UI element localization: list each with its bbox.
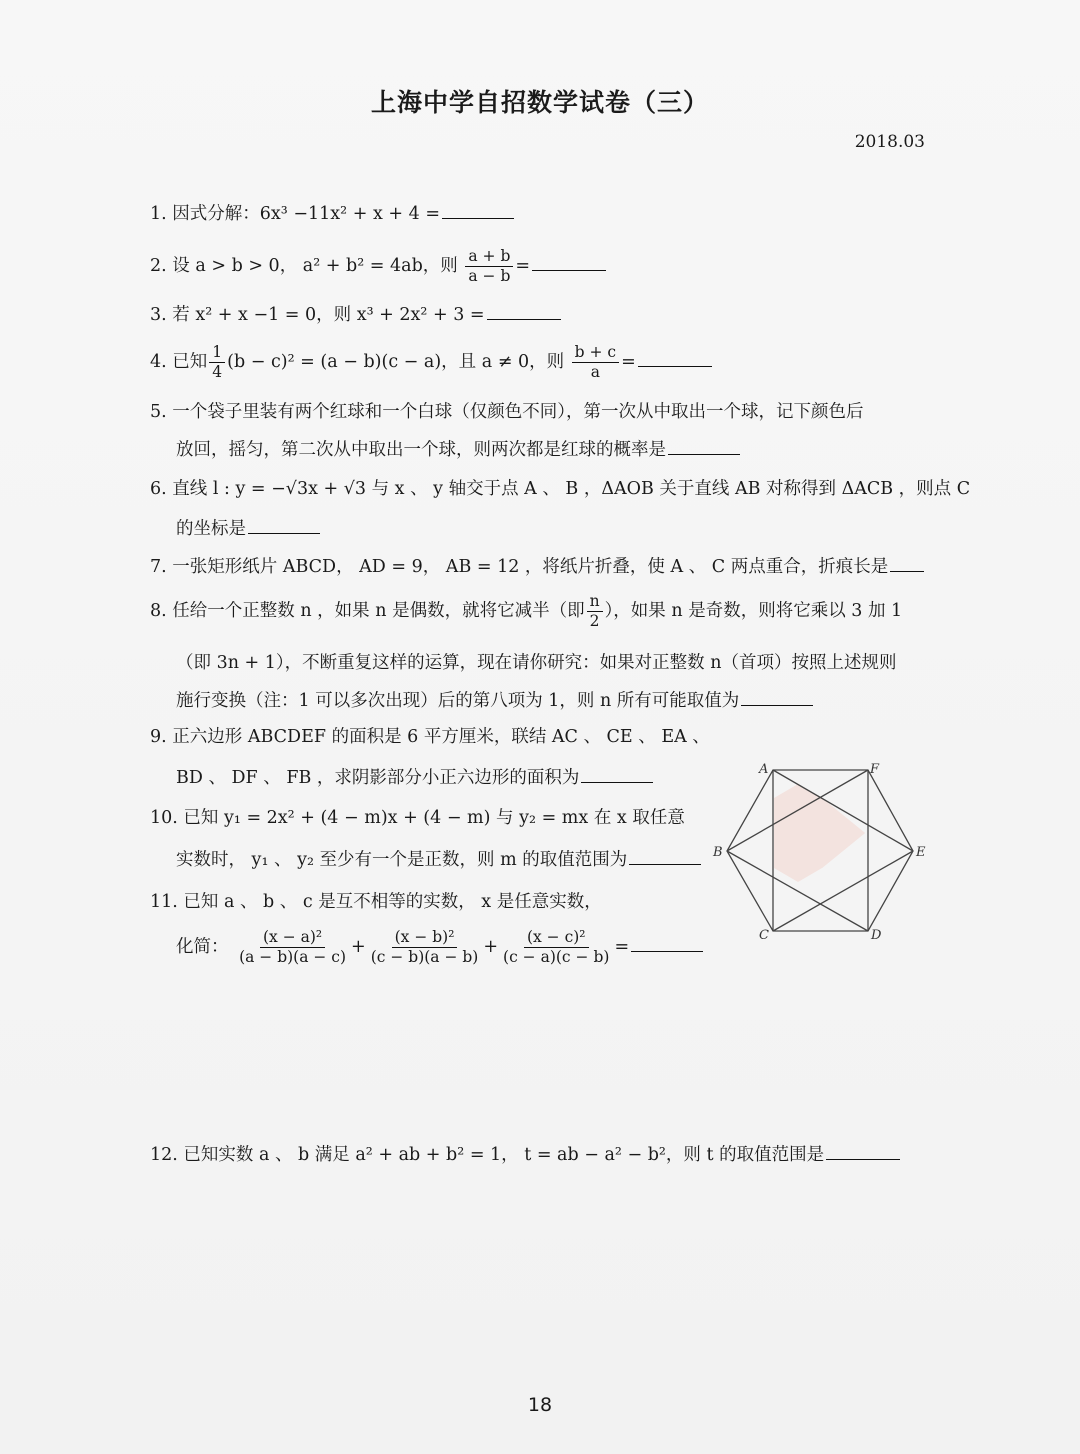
question-text: 已知 a 、 b 、 c 是互不相等的实数， x 是任意实数， bbox=[183, 892, 602, 912]
vertex-label-e: E bbox=[916, 845, 926, 860]
page-title: 上海中学自招数学试卷（三） bbox=[370, 88, 709, 117]
equals-sign: = bbox=[515, 256, 531, 276]
question-text: BD 、 DF 、 FB ，求阴影部分小正六边形的面积为 bbox=[176, 768, 580, 788]
fraction-numerator: n bbox=[587, 592, 603, 612]
question-5 bbox=[150, 400, 864, 424]
question-6-continued bbox=[176, 515, 320, 541]
question-text: 正六边形 ABCDEF 的面积是 6 平方厘米，联结 AC 、 CE 、 EA 、 bbox=[172, 727, 710, 747]
question-8 bbox=[150, 592, 902, 631]
answer-blank[interactable] bbox=[890, 553, 924, 572]
fraction-numerator: b + c bbox=[572, 343, 619, 363]
vertex-label-a: A bbox=[759, 762, 769, 777]
question-12 bbox=[150, 1141, 900, 1167]
page-number: 18 bbox=[527, 1394, 553, 1416]
question-number: 5. bbox=[150, 402, 167, 422]
fraction-denominator: a bbox=[590, 363, 601, 381]
question-7 bbox=[150, 553, 924, 579]
answer-blank[interactable] bbox=[581, 764, 653, 783]
question-number: 12. bbox=[150, 1145, 178, 1165]
fraction bbox=[465, 247, 513, 286]
question-number: 2. bbox=[150, 256, 167, 276]
fraction bbox=[368, 928, 482, 967]
question-4 bbox=[150, 343, 712, 382]
vertex-label-f: F bbox=[870, 762, 880, 777]
question-text: (b − c)² = (a − b)(c − a)，且 a ≠ 0，则 bbox=[227, 352, 565, 372]
fraction-denominator: a − b bbox=[468, 267, 511, 285]
question-text: 实数时， y₁ 、 y₂ 至少有一个是正数，则 m 的取值范围为 bbox=[176, 850, 628, 870]
answer-blank[interactable] bbox=[826, 1141, 900, 1160]
question-number: 8. bbox=[150, 601, 167, 621]
answer-blank[interactable] bbox=[629, 846, 701, 865]
fraction-numerator: (x − a)² bbox=[260, 928, 325, 948]
hexagon-figure bbox=[705, 755, 935, 945]
fraction-numerator: 1 bbox=[209, 343, 225, 363]
question-number: 7. bbox=[150, 557, 167, 577]
question-11 bbox=[150, 890, 602, 914]
question-number: 9. bbox=[150, 727, 167, 747]
plus-sign: + bbox=[483, 937, 499, 957]
question-text: 若 x² + x −1 = 0，则 x³ + 2x² + 3 = bbox=[172, 305, 485, 325]
question-text: 已知 y₁ = 2x² + (4 − m)x + (4 − m) 与 y₂ = mx 在 x 取任意 bbox=[183, 808, 685, 828]
question-number: 6. bbox=[150, 479, 167, 499]
fraction-denominator: 2 bbox=[589, 612, 600, 630]
answer-blank[interactable] bbox=[248, 515, 320, 534]
question-11-expression bbox=[176, 928, 703, 967]
answer-blank[interactable] bbox=[631, 933, 703, 952]
question-1 bbox=[150, 200, 514, 226]
answer-blank[interactable] bbox=[442, 200, 514, 219]
question-number: 4. bbox=[150, 352, 167, 372]
question-number: 10. bbox=[150, 808, 178, 828]
fraction bbox=[236, 928, 349, 967]
question-text: （即 3n + 1），不断重复这样的运算，现在请你研究：如果对正整数 n（首项）按照上述规则 bbox=[176, 653, 897, 673]
question-text: 一个袋子里装有两个红球和一个白球（仅颜色不同），第一次从中取出一个球，记下颜色后 bbox=[172, 402, 864, 422]
vertex-label-c: C bbox=[759, 928, 769, 943]
vertex-label-d: D bbox=[871, 928, 882, 943]
answer-blank[interactable] bbox=[532, 252, 606, 271]
question-9 bbox=[150, 725, 710, 749]
question-text: 因式分解：6x³ −11x² + x + 4 = bbox=[172, 204, 440, 224]
equals-sign: = bbox=[614, 937, 630, 957]
question-9-continued bbox=[176, 764, 653, 790]
answer-blank[interactable] bbox=[487, 301, 561, 320]
question-5-continued bbox=[176, 436, 740, 462]
fraction-numerator: a + b bbox=[465, 247, 513, 267]
plus-sign: + bbox=[351, 937, 366, 957]
question-text: ），如果 n 是奇数，则将它乘以 3 加 1 bbox=[604, 601, 903, 621]
question-10-continued bbox=[176, 846, 701, 872]
question-text: 放回，摇匀，第二次从中取出一个球，则两次都是红球的概率是 bbox=[176, 440, 666, 460]
question-text: 设 a > b > 0， bbox=[172, 256, 298, 276]
question-6 bbox=[150, 477, 970, 501]
fraction bbox=[587, 592, 603, 631]
vertex-label-b: B bbox=[713, 845, 723, 860]
question-2 bbox=[150, 247, 606, 286]
fraction bbox=[572, 343, 619, 382]
fraction-denominator: (c − a)(c − b) bbox=[503, 948, 610, 966]
fraction bbox=[500, 928, 612, 967]
answer-blank[interactable] bbox=[638, 348, 712, 367]
question-text: 任给一个正整数 n ，如果 n 是偶数，就将它减半（即 bbox=[172, 601, 585, 621]
answer-blank[interactable] bbox=[741, 687, 813, 706]
question-text: 一张矩形纸片 ABCD， AD = 9， AB = 12 ，将纸片折叠，使 A 、 C 两点重合，折痕长是 bbox=[172, 557, 889, 577]
question-text: 的坐标是 bbox=[176, 519, 246, 539]
question-text: 化简： bbox=[176, 937, 229, 957]
fraction-denominator: 4 bbox=[212, 363, 223, 381]
question-number: 3. bbox=[150, 305, 167, 325]
question-text: a² + b² = 4ab，则 bbox=[302, 256, 458, 276]
question-text: 施行变换（注：1 可以多次出现）后的第八项为 1，则 n 所有可能取值为 bbox=[176, 691, 740, 711]
equals-sign: = bbox=[621, 352, 636, 372]
question-text: 已知实数 a 、 b 满足 a² + ab + b² = 1， t = ab − a² − b²，则 t 的取值范围是 bbox=[183, 1145, 825, 1165]
question-text: 已知 bbox=[172, 352, 208, 372]
question-10 bbox=[150, 806, 685, 830]
fraction-denominator: (a − b)(a − c) bbox=[239, 948, 347, 966]
question-number: 1. bbox=[150, 204, 167, 224]
fraction-denominator: (c − b)(a − b) bbox=[370, 948, 479, 966]
question-text: 直线 l : y = −√3x + √3 与 x 、 y 轴交于点 A 、 B ，ΔAOB 关于直线 AB 对称得到 ΔACB ，则点 C bbox=[172, 479, 971, 499]
question-8-line-2 bbox=[176, 651, 896, 675]
answer-blank[interactable] bbox=[668, 436, 740, 455]
question-8-line-3 bbox=[176, 687, 813, 713]
small-hexagon-fill bbox=[774, 784, 865, 882]
fraction-numerator: (x − c)² bbox=[524, 928, 589, 948]
question-3 bbox=[150, 301, 561, 327]
fraction bbox=[209, 343, 225, 382]
exam-date: 2018.03 bbox=[854, 132, 925, 152]
question-number: 11. bbox=[150, 892, 178, 912]
fraction-numerator: (x − b)² bbox=[392, 928, 458, 948]
